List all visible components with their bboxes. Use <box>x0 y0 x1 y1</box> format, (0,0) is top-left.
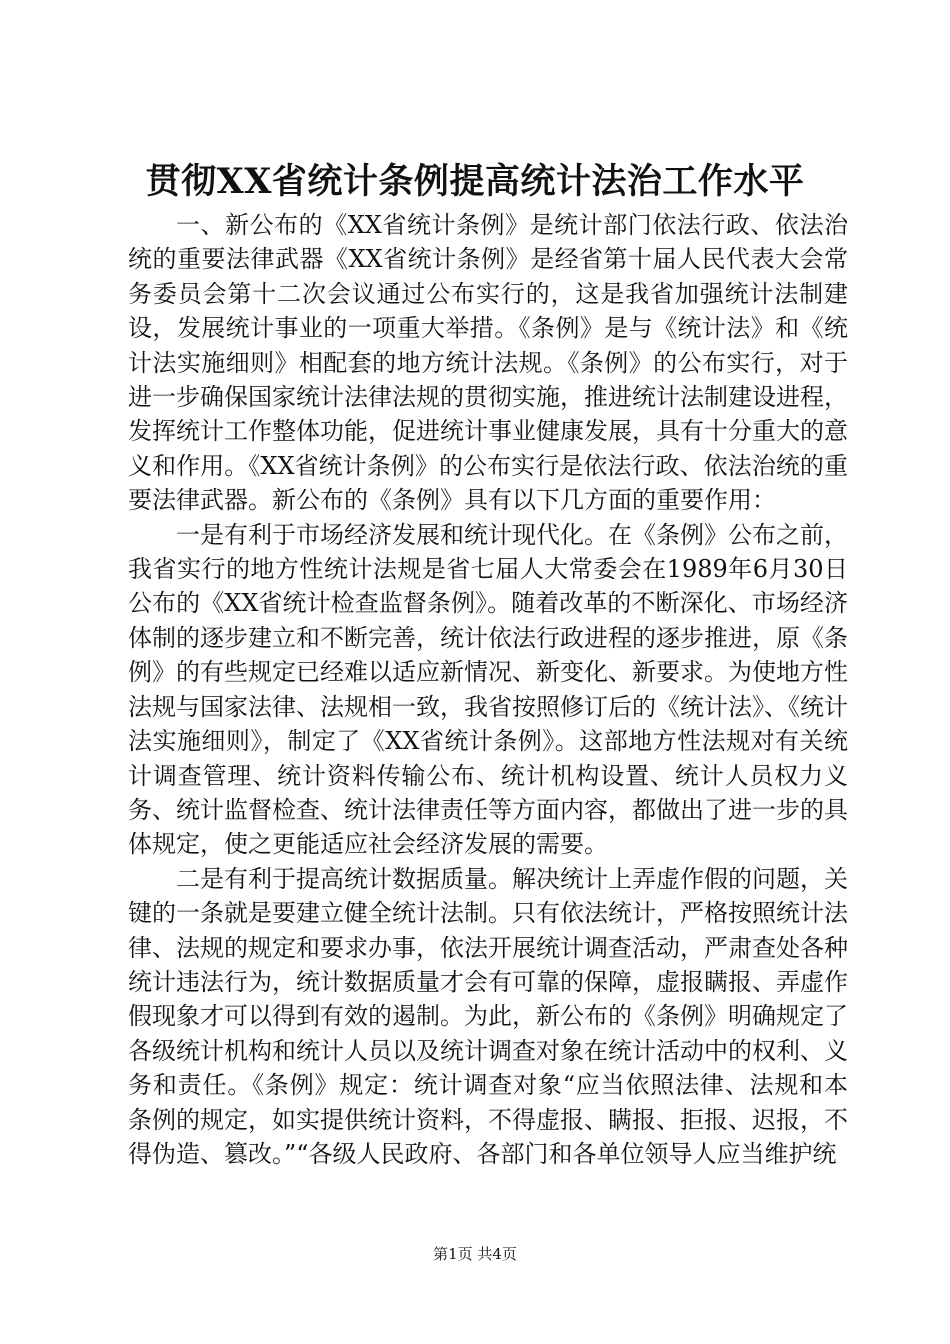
document-title: 贯彻XX省统计条例提高统计法治工作水平 <box>145 161 805 202</box>
paragraph-2: 一是有利于市场经济发展和统计现代化。在《条例》公布之前，我省实行的地方性统计法规是省七届人大常委会在1989年6月30日公布的《XX省统计检查监督条例》。随着改革的不断深化、市场经济体制的逐步建立和不断完善，统计依法行政进程的逐步推进，原《条例》的有些规定已经难以适应新情况、新变化、新要求。为使地方性法规与国家法律、法规相一致，我省按照修订后的《统计法》、《统计法实施细则》，制定了《XX省统计条例》。这部地方性法规对有关统计调查管理、统计资料传输公布、统计机构设置、统计人员权力义务、统计监督检查、统计法律责任等方面内容，都做出了进一步的具体规定，使之更能适应社会经济发展的需要。 <box>128 520 848 859</box>
paragraph-1: 一、新公布的《XX省统计条例》是统计部门依法行政、依法治统的重要法律武器《XX省统计条例》是经省第十届人民代表大会常务委员会第十二次会议通过公布实行的，这是我省加强统计法制建设，发展统计事业的一项重大举措。《条例》是与《统计法》和《统计法实施细则》相配套的地方统计法规。《条例》的公布实行，对于进一步确保国家统计法律法规的贯彻实施，推进统计法制建设进程，发挥统计工作整体功能，促进统计事业健康发展，具有十分重大的意义和作用。《XX省统计条例》的公布实行是依法行政、依法治统的重要法律武器。新公布的《条例》具有以下几方面的重要作用： <box>128 211 848 515</box>
page-number-footer: 第1页 共4页 <box>433 1245 517 1263</box>
document-body <box>128 208 848 1171</box>
paragraph-3: 二是有利于提高统计数据质量。解决统计上弄虚作假的问题，关键的一条就是要建立健全统计法制。只有依法统计，严格按照统计法律、法规的规定和要求办事，依法开展统计调查活动，严肃查处各种统计违法行为，统计数据质量才会有可靠的保障，虚报瞒报、弄虚作假现象才可以得到有效的遏制。为此，新公布的《条例》明确规定了各级统计机构和统计人员以及统计调查对象在统计活动中的权利、义务和责任。《条例》规定：统计调查对象“应当依照法律、法规和本条例的规定，如实提供统计资料，不得虚报、瞒报、拒报、迟报，不得伪造、篡改。”“各级人民政府、各部门和各单位领导人应当维护统 <box>128 864 848 1168</box>
